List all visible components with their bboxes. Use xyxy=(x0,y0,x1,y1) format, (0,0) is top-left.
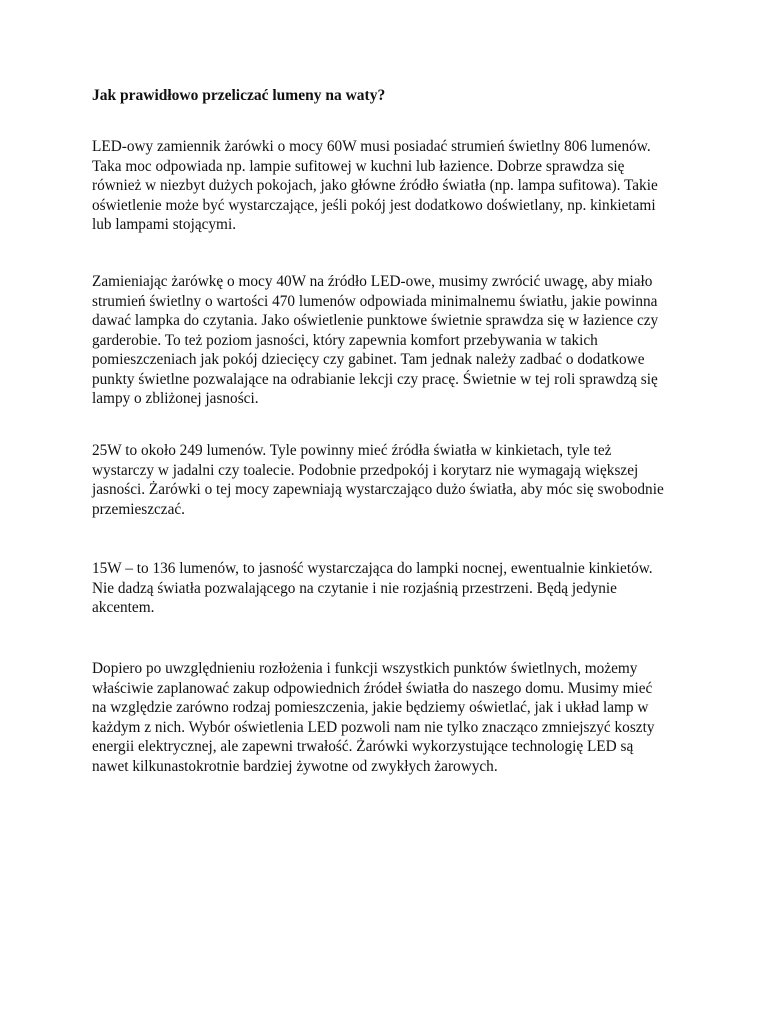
paragraph-25w xyxy=(92,441,664,519)
text-line: Dopiero po uwzględnieniu rozłożenia i funkcji wszystkich punktów świetlnych, możemy xyxy=(92,660,638,677)
text-line: akcentem. xyxy=(92,599,155,616)
paragraph-60w xyxy=(92,137,658,235)
text-line: oświetlenie może być wystarczające, jeśli pokój jest dodatkowo doświetlany, np. kinkietami xyxy=(92,196,656,214)
text-line: 25W to około 249 lumenów. Tyle powinny mieć źródła światła w kinkietach, tyle też xyxy=(92,442,612,459)
paragraph-15w xyxy=(92,559,653,618)
text-line: na względzie zarówno rodzaj pomieszczenia, jakie będziemy oświetlać, jak i układ lamp w xyxy=(92,699,649,716)
text-line: również w niezbyt dużych pokojach, jako główne źródło światła (np. lampa sufitowa). Takie xyxy=(92,177,658,194)
text-line: Nie dadzą światła pozwalającego na czytanie i nie rozjaśnią przestrzeni. Będą jedynie xyxy=(92,579,617,597)
text-line: punkty świetlne pozwalające na odrabianie lekcji czy pracę. Świetnie w tej roli sprawdzą się xyxy=(92,370,658,388)
text-line: energii elektrycznej, ale zapewni trwałość. Żarówki wykorzystujące technologię LED są xyxy=(92,738,634,755)
text-line: jasności. Żarówki o tej mocy zapewniają wystarczająco dużo światła, aby móc się swobodnie xyxy=(92,481,664,498)
text-line: przemieszczać. xyxy=(92,500,185,518)
text-line: Zamieniając żarówkę o mocy 40W na źródło LED-owe, musimy zwrócić uwagę, aby miało xyxy=(92,273,653,290)
paragraph-40w xyxy=(92,272,658,409)
text-line: właściwie zaplanować zakup odpowiednich źródeł światła do naszego domu. Musimy mieć xyxy=(92,679,653,697)
text-line: garderobie. To też poziom jasności, który zapewnia komfort przebywania w takich xyxy=(92,331,598,349)
text-line: lampy o zbliżonej jasności. xyxy=(92,390,259,407)
text-line: LED-owy zamiennik żarówki o mocy 60W musi posiadać strumień świetlny 806 lumenów. xyxy=(92,138,651,155)
text-line: Taka moc odpowiada np. lampie sufitowej w kuchni lub łazience. Dobrze sprawdza się xyxy=(92,157,625,175)
text-line: każdym z nich. Wybór oświetlenia LED pozwoli nam nie tylko znacząco zmniejszyć koszty xyxy=(92,718,655,736)
document-title: Jak prawidłowo przeliczać lumeny na waty? xyxy=(92,87,386,104)
text-line: nawet kilkunastokrotnie bardziej żywotne od zwykłych żarowych. xyxy=(92,757,498,775)
text-line: pomieszczeniach jak pokój dziecięcy czy gabinet. Tam jednak należy zadbać o dodatkowe xyxy=(92,351,645,368)
text-line: dawać lampka do czytania. Jako oświetlenie punktowe świetnie sprawdza się w łazience czy xyxy=(92,312,659,329)
text-line: 15W – to 136 lumenów, to jasność wystarczająca do lampki nocnej, ewentualnie kinkietów. xyxy=(92,560,653,577)
text-line: lub lampami stojącymi. xyxy=(92,216,237,233)
paragraph-summary xyxy=(92,659,654,776)
text-line: strumień świetlny o wartości 470 lumenów odpowiada minimalnemu światłu, jakie powinna xyxy=(92,292,658,310)
text-line: wystarczy w jadalni czy toalecie. Podobnie przedpokój i korytarz nie wymagają większej xyxy=(92,461,639,479)
